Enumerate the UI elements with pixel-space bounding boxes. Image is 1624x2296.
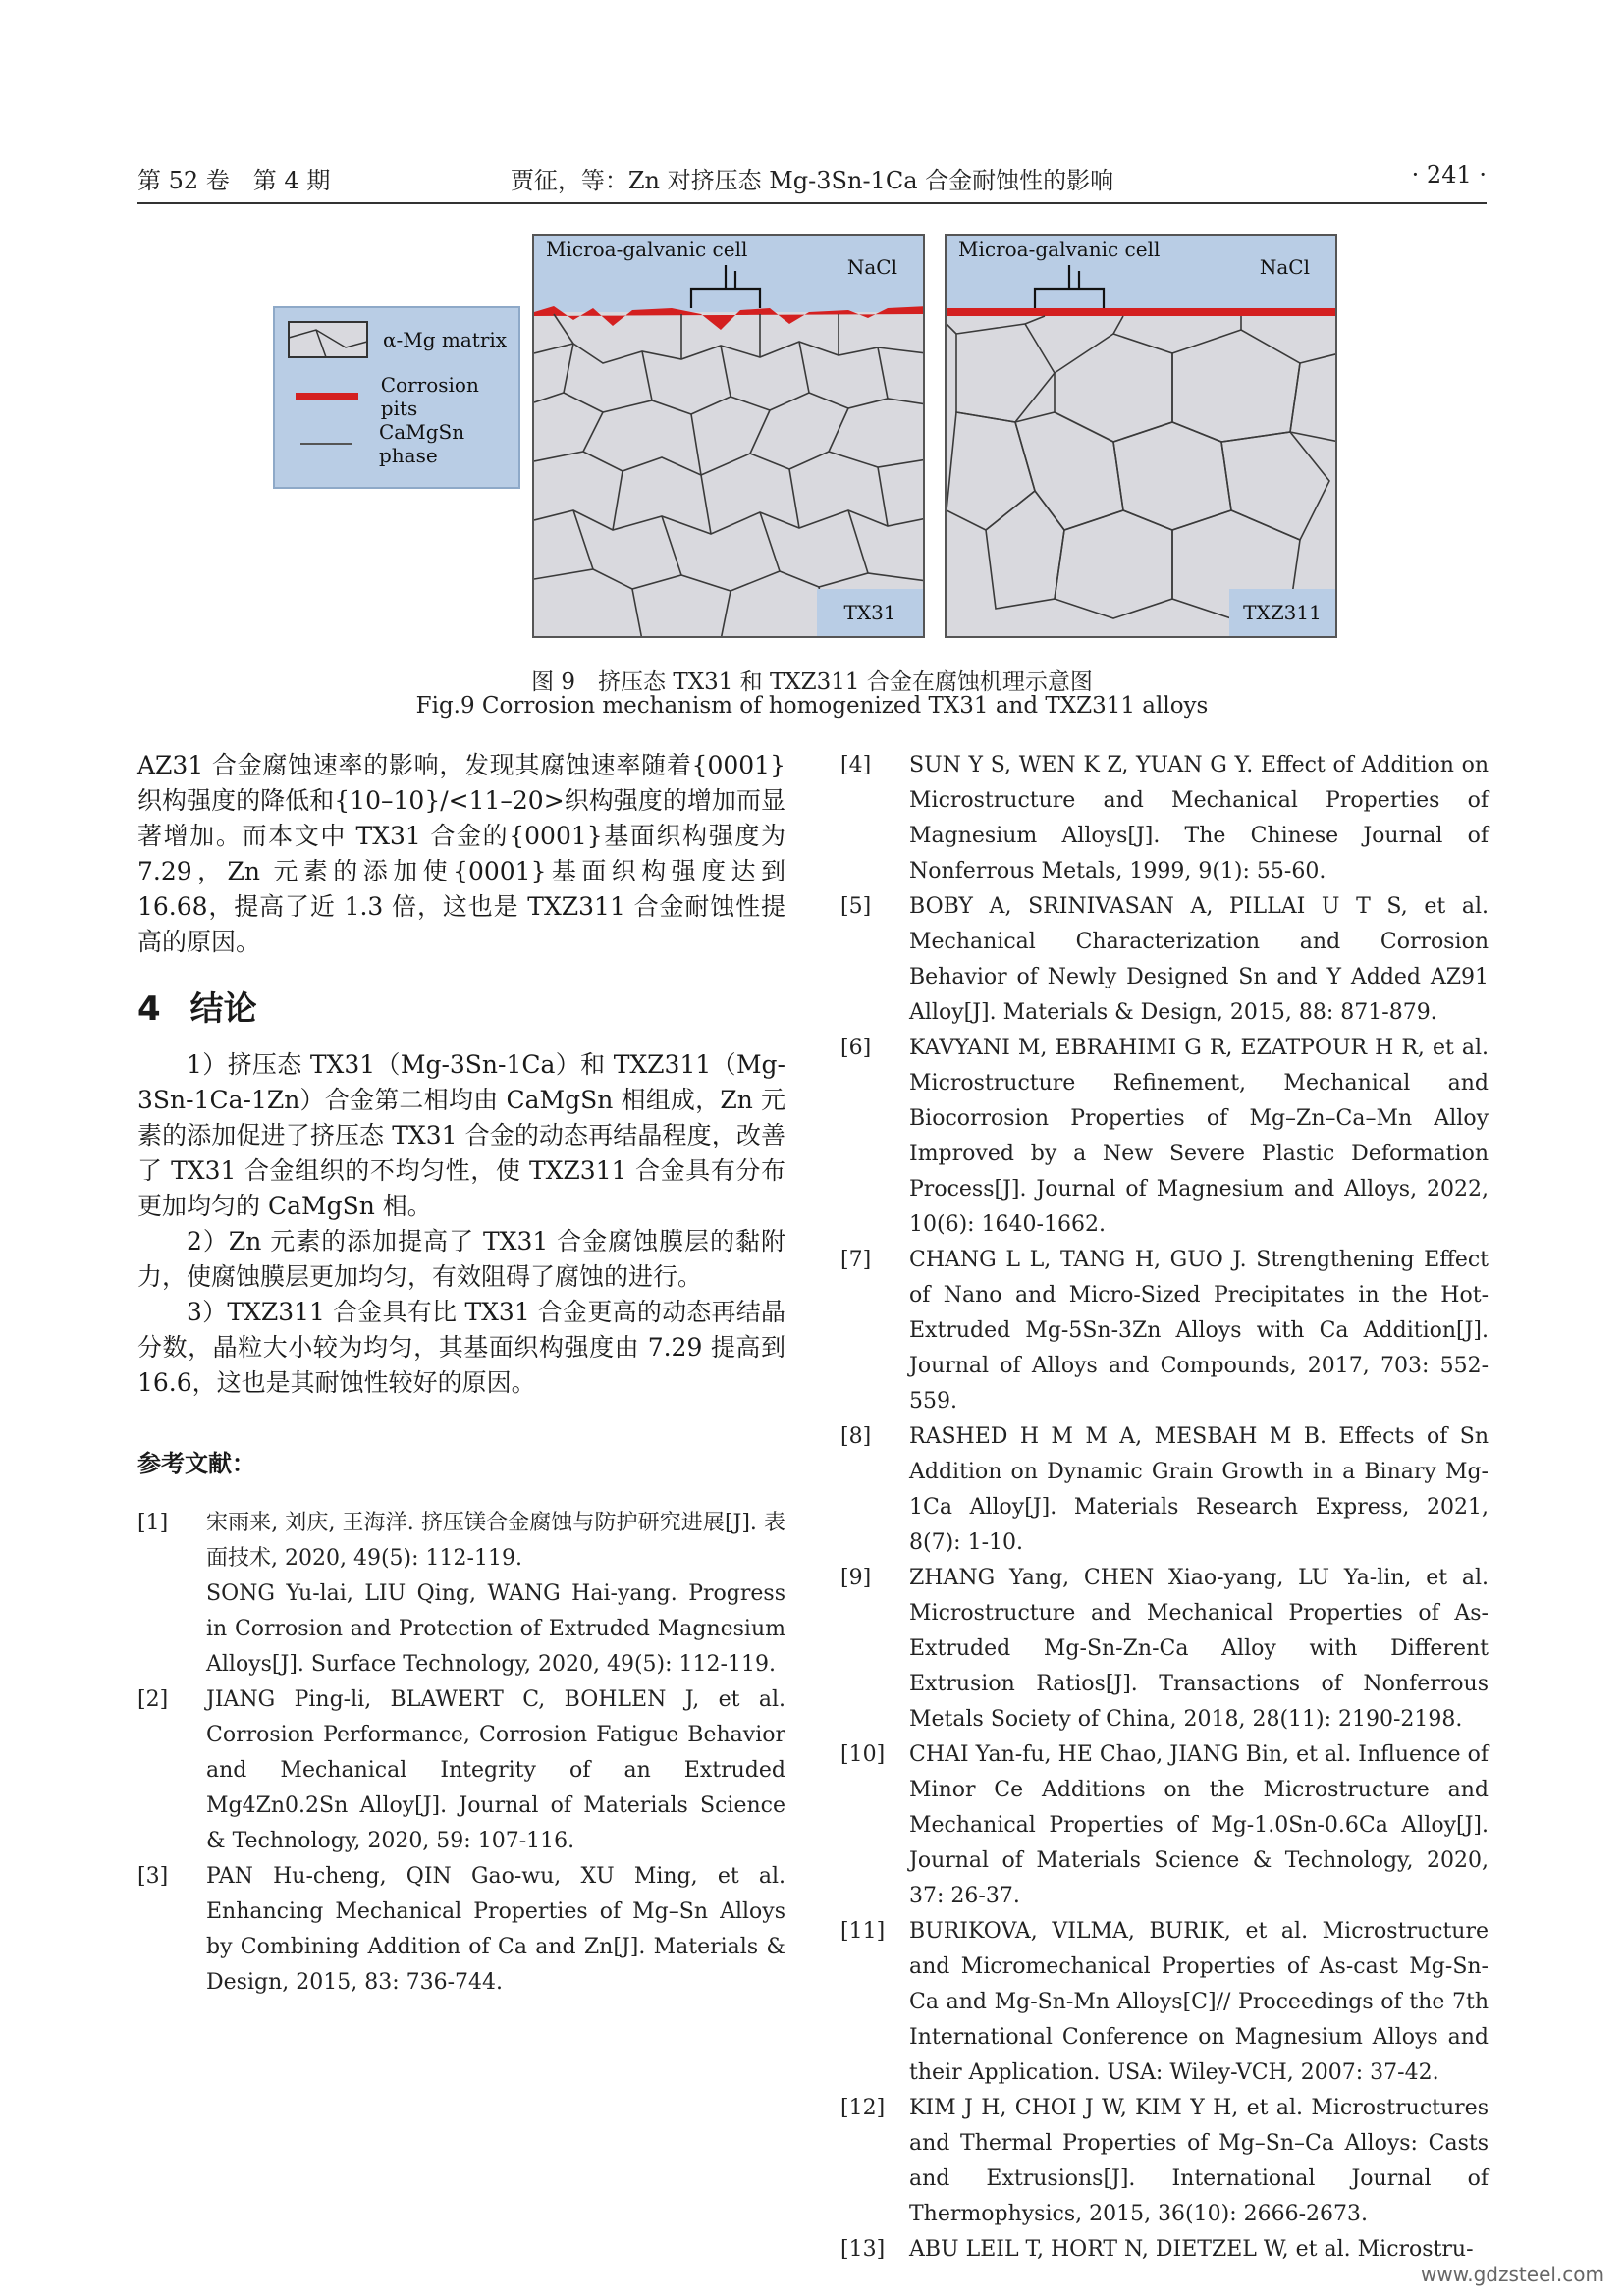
txz311-cell-title: Microa-galvanic cell (958, 238, 1161, 261)
section-number: 4 (137, 989, 161, 1029)
section-title: 结论 (189, 989, 257, 1029)
reference-text: KAVYANI M, EBRAHIMI G R, EZATPOUR H R, et al. Microstructure Refinement, Mechanical and Biocorrosion Properties of Mg–Zn–Ca–Mn Alloy Improved by a New Severe Plastic Deformation Process[J]. Journal of Magnesium and Alloys, 2022, 10(6): 1640-1662. (909, 1036, 1489, 1237)
reference-number: [10] (840, 1742, 886, 1767)
reference-number: [9] (840, 1566, 872, 1590)
tx31-microstructure (534, 236, 925, 638)
reference-text: ABU LEIL T, HORT N, DIETZEL W, et al. Microstru- (909, 2237, 1474, 2262)
reference-text: ZHANG Yang, CHEN Xiao-yang, LU Ya-lin, et al. Microstructure and Mechanical Properties of As-Extruded Mg-Sn-Zn-Ca Alloy with Different Extrusion Ratios[J]. Transactions of Nonferrous Metals Society of China, 2018, 28(11): 2190-2198. (909, 1566, 1489, 1732)
panel-tx31 (532, 234, 925, 638)
reference-item (840, 1243, 1489, 1419)
reference-text: KIM J H, CHOI J W, KIM Y H, et al. Microstructures and Thermal Properties of Mg–Sn–Ca Alloys: Casts and Extrusions[J]. International Journal of Thermophysics, 2015, 36(10): 2666-2673. (909, 2096, 1489, 2226)
site-watermark: www.gdzsteel.com (1421, 2263, 1604, 2286)
reference-item (840, 1419, 1489, 1561)
reference-text-zh: 宋雨来, 刘庆, 王海洋. 挤压镁合金腐蚀与防护研究进展[J]. 表面技术, 2020, 49(5): 112-119. (206, 1511, 785, 1571)
reference-item (840, 889, 1489, 1031)
figure-caption-en: Fig.9 Corrosion mechanism of homogenized TX31 and TXZ311 alloys (415, 693, 1209, 719)
reference-item (840, 1031, 1489, 1243)
reference-number: [4] (840, 753, 872, 777)
reference-item (840, 1561, 1489, 1737)
reference-number: [11] (840, 1919, 886, 1944)
pits-swatch-icon (285, 377, 369, 416)
reference-number: [7] (840, 1248, 872, 1272)
reference-number: [2] (137, 1687, 169, 1712)
legend-label-matrix: α-Mg matrix (383, 328, 508, 351)
reference-text: RASHED H M M A, MESBAH M B. Effects of Sn Addition on Dynamic Grain Growth in a Binary Mg-1Ca Alloy[J]. Materials Research Express, 2021, 8(7): 1-10. (909, 1424, 1489, 1555)
reference-item (840, 2091, 1489, 2232)
tx31-cell-title: Microa-galvanic cell (546, 238, 748, 261)
figure-9 (265, 228, 1355, 650)
running-header (137, 155, 1487, 204)
reference-item (840, 1737, 1489, 1914)
reference-number: [3] (137, 1864, 169, 1889)
reference-text: CHANG L L, TANG H, GUO J. Strengthening Effect of Nano and Micro-Sized Precipitates in the Hot-Extruded Mg-5Sn-3Zn Alloys with Ca Addition[J]. Journal of Alloys and Compounds, 2017, 703: 552-559. (909, 1248, 1489, 1414)
legend-item-matrix (285, 320, 507, 359)
txz311-solution-label: NaCl (1259, 255, 1310, 279)
reference-text: JIANG Ping-li, BLAWERT C, BOHLEN J, et al. Corrosion Performance, Corrosion Fatigue Behavior and Mechanical Integrity of an Extruded Mg4Zn0.2Sn Alloy[J]. Journal of Materials Science & Technology, 2020, 59: 107-116. (206, 1687, 785, 1853)
reference-number: [5] (840, 894, 872, 919)
reference-text: SUN Y S, WEN K Z, YUAN G Y. Effect of Addition on Microstructure and Mechanical Properties of Magnesium Alloys[J]. The Chinese Journal of Nonferrous Metals, 1999, 9(1): 55-60. (909, 753, 1489, 883)
reference-item (137, 1682, 785, 1859)
matrix-swatch-icon (285, 320, 371, 359)
body-paragraph: AZ31 合金腐蚀速率的影响，发现其腐蚀速率随着{0001}织构强度的降低和{10–10}/<11–20>织构强度的增加而显著增加。而本文中 TX31 合金的{0001}基面织构强度为 7.29，Zn 元素的添加使{0001}基面织构强度达到 16.68，提高了近 1.3 倍，这也是 TXZ311 合金耐蚀性提高的原因。 (137, 751, 785, 956)
reference-item (137, 1506, 785, 1682)
reference-text: BURIKOVA, VILMA, BURIK, et al. Microstructure and Micromechanical Properties of As-cast Mg-Sn-Ca and Mg-Sn-Mn Alloys[C]// Proceedings of the 7th International Conference on Magnesium Alloys and their Application. USA: Wiley-VCH, 2007: 37-42. (909, 1919, 1489, 2085)
reference-number: [8] (840, 1424, 872, 1449)
page-number: · 241 · (1411, 161, 1487, 188)
right-column (840, 748, 1489, 2268)
references-heading: 参考文献： (137, 1450, 255, 1477)
reference-text-en: SONG Yu-lai, LIU Qing, WANG Hai-yang. Progress in Corrosion and Protection of Extruded Magnesium Alloys[J]. Surface Technology, 2020, 49(5): 112-119. (206, 1581, 785, 1677)
conclusion-3: 3）TXZ311 合金具有比 TX31 合金更高的动态再结晶分数，晶粒大小较为均匀，其基面织构强度由 7.29 提高到 16.6，这也是其耐蚀性较好的原因。 (137, 1298, 785, 1397)
left-column (137, 748, 785, 2001)
legend-item-phase (285, 420, 518, 467)
txz311-microstructure (947, 236, 1337, 638)
reference-item (840, 1914, 1489, 2091)
reference-item (840, 2232, 1489, 2268)
reference-item (840, 748, 1489, 889)
journal-volume-issue: 第 52 卷 第 4 期 (137, 167, 331, 194)
reference-text: BOBY A, SRINIVASAN A, PILLAI U T S, et al. Mechanical Characterization and Corrosion Behavior of Newly Designed Sn and Y Added AZ91 Alloy[J]. Materials & Design, 2015, 88: 871-879. (909, 894, 1489, 1025)
reference-number: [13] (840, 2237, 886, 2262)
reference-item (137, 1859, 785, 2001)
conclusion-1: 1）挤压态 TX31（Mg-3Sn-1Ca）和 TXZ311（Mg-3Sn-1Ca-1Zn）合金第二相均由 CaMgSn 相组成，Zn 元素的添加促进了挤压态 TX31 合金的动态再结晶程度，改善了 TX31 合金组织的不均匀性，使 TXZ311 合金具有分布更加均匀的 CaMgSn 相。 (137, 1050, 785, 1220)
reference-number: [6] (840, 1036, 872, 1060)
legend-item-pits (285, 373, 518, 420)
article-running-title: 贾征，等：Zn 对挤压态 Mg-3Sn-1Ca 合金耐蚀性的影响 (510, 167, 1114, 194)
tx31-solution-label: NaCl (846, 255, 897, 279)
reference-text: CHAI Yan-fu, HE Chao, JIANG Bin, et al. Influence of Minor Ce Additions on the Microstructure and Mechanical Properties of Mg-1.0Sn-0.6Ca Alloy[J]. Journal of Materials Science & Technology, 2020, 37: 26-37. (909, 1742, 1489, 1908)
txz311-panel-label: TXZ311 (1229, 589, 1335, 636)
reference-text: PAN Hu-cheng, QIN Gao-wu, XU Ming, et al. Enhancing Mechanical Properties of Mg–Sn Alloys by Combining Addition of Ca and Zn[J]. Materials & Design, 2015, 83: 736-744. (206, 1864, 785, 1995)
reference-text (206, 1506, 785, 1682)
conclusion-2: 2）Zn 元素的添加提高了 TX31 合金腐蚀膜层的黏附力，使腐蚀膜层更加均匀，有效阻碍了腐蚀的进行。 (137, 1227, 785, 1291)
section-heading (137, 982, 785, 1030)
tx31-panel-label: TX31 (817, 589, 923, 636)
legend-label-phase: CaMgSn phase (379, 420, 465, 467)
reference-number: [12] (840, 2096, 886, 2120)
figure-legend (273, 306, 520, 489)
legend-label-pits: Corrosion pits (380, 373, 479, 420)
panel-txz311 (945, 234, 1337, 638)
phase-swatch-icon (285, 424, 367, 463)
figure-caption-zh: 图 9 挤压态 TX31 和 TXZ311 合金在腐蚀机理示意图 (531, 669, 1093, 695)
reference-number: [1] (137, 1511, 169, 1535)
